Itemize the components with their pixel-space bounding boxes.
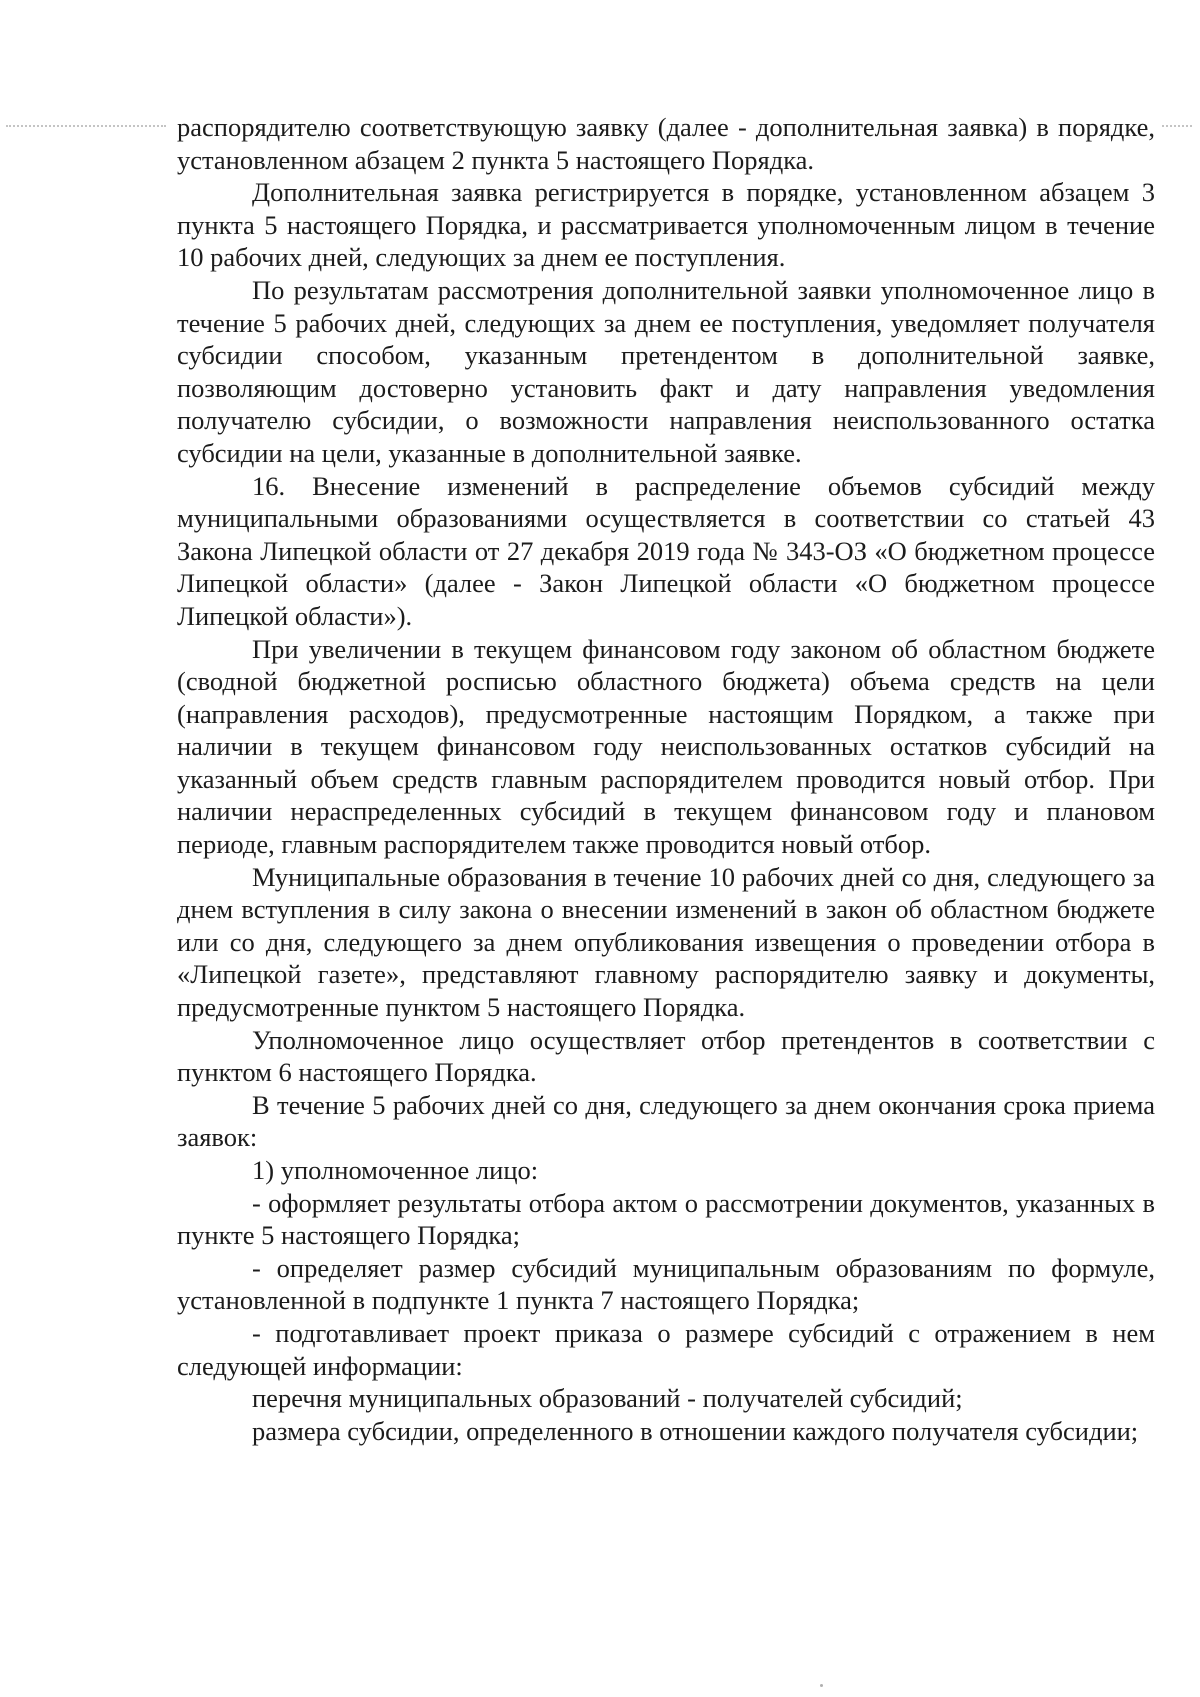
- list-item: - оформляет результаты отбора актом о рассмотрении документов, указанных в пункте 5 настоящего Порядка;: [177, 1187, 1155, 1251]
- paragraph: распорядителю соответствующую заявку (далее - дополнительная заявка) в порядке, установленном абзацем 2 пункта 5 настоящего Порядка.: [177, 112, 1155, 175]
- paragraph: 16. Внесение изменений в распределение объемов субсидий между муниципальными образованиями осуществляется в соответствии со статьей 43 Закона Липецкой области от 27 декабря 2019 года № 343-ОЗ «О бюджетном процессе Липецкой области» (далее - Закон Липецкой области «О бюджетном процессе Липецкой области»).: [177, 470, 1155, 631]
- list-item: перечня муниципальных образований - получателей субсидий;: [252, 1383, 963, 1414]
- paragraph: При увеличении в текущем финансовом году законом об областном бюджете (сводной бюджетной росписью областного бюджета) объема средств на цели (направления расходов), предусмотренные настоящим Порядком, а также при наличии в текущем финансовом году неиспользованных остатков субсидий на указанный объем средств главным распорядителем проводится новый отбор. При наличии нераспределенных субсидий в текущем финансовом году и плановом периоде, главным распорядителем также проводится новый отбор.: [177, 633, 1155, 860]
- list-item: - определяет размер субсидий муниципальным образованиям по формуле, установленной в подпункте 1 пункта 7 настоящего Порядка;: [177, 1252, 1155, 1316]
- document-body: [177, 111, 1155, 1447]
- paragraph: По результатам рассмотрения дополнительной заявки уполномоченное лицо в течение 5 рабочих дней, следующих за днем ее поступления, уведомляет получателя субсидии способом, указанным претендентом в дополнительной заявке, позволяющим достоверно установить факт и дату направления уведомления получателю субсидии, о возможности направления неиспользованного остатка субсидии на цели, указанные в дополнительной заявке.: [177, 274, 1155, 468]
- list-item: - подготавливает проект приказа о размере субсидий с отражением в нем следующей информации:: [177, 1317, 1155, 1381]
- paragraph: Муниципальные образования в течение 10 рабочих дней со дня, следующего за днем вступления в силу закона о внесении изменений в закон об областном бюджете или со дня, следующего за днем опубликования извещения о проведении отбора в «Липецкой газете», представляют главному распорядителю заявку и документы, предусмотренные пунктом 5 настоящего Порядка.: [177, 861, 1155, 1023]
- scan-artifact: [820, 1684, 823, 1687]
- list-item: 1) уполномоченное лицо:: [252, 1155, 539, 1185]
- paragraph: В течение 5 рабочих дней со дня, следующего за днем окончания срока приема заявок:: [177, 1089, 1155, 1153]
- list-item: размера субсидии, определенного в отношении каждого получателя субсидии;: [252, 1415, 1139, 1446]
- scan-artifact: [1162, 125, 1192, 127]
- paragraph: Уполномоченное лицо осуществляет отбор претендентов в соответствии с пунктом 6 настоящего Порядка.: [177, 1024, 1155, 1088]
- paragraph: Дополнительная заявка регистрируется в порядке, установленном абзацем 3 пункта 5 настоящего Порядка, и рассматривается уполномоченным лицом в течение 10 рабочих дней, следующих за днем ее поступления.: [177, 177, 1155, 273]
- scan-artifact: [6, 125, 166, 127]
